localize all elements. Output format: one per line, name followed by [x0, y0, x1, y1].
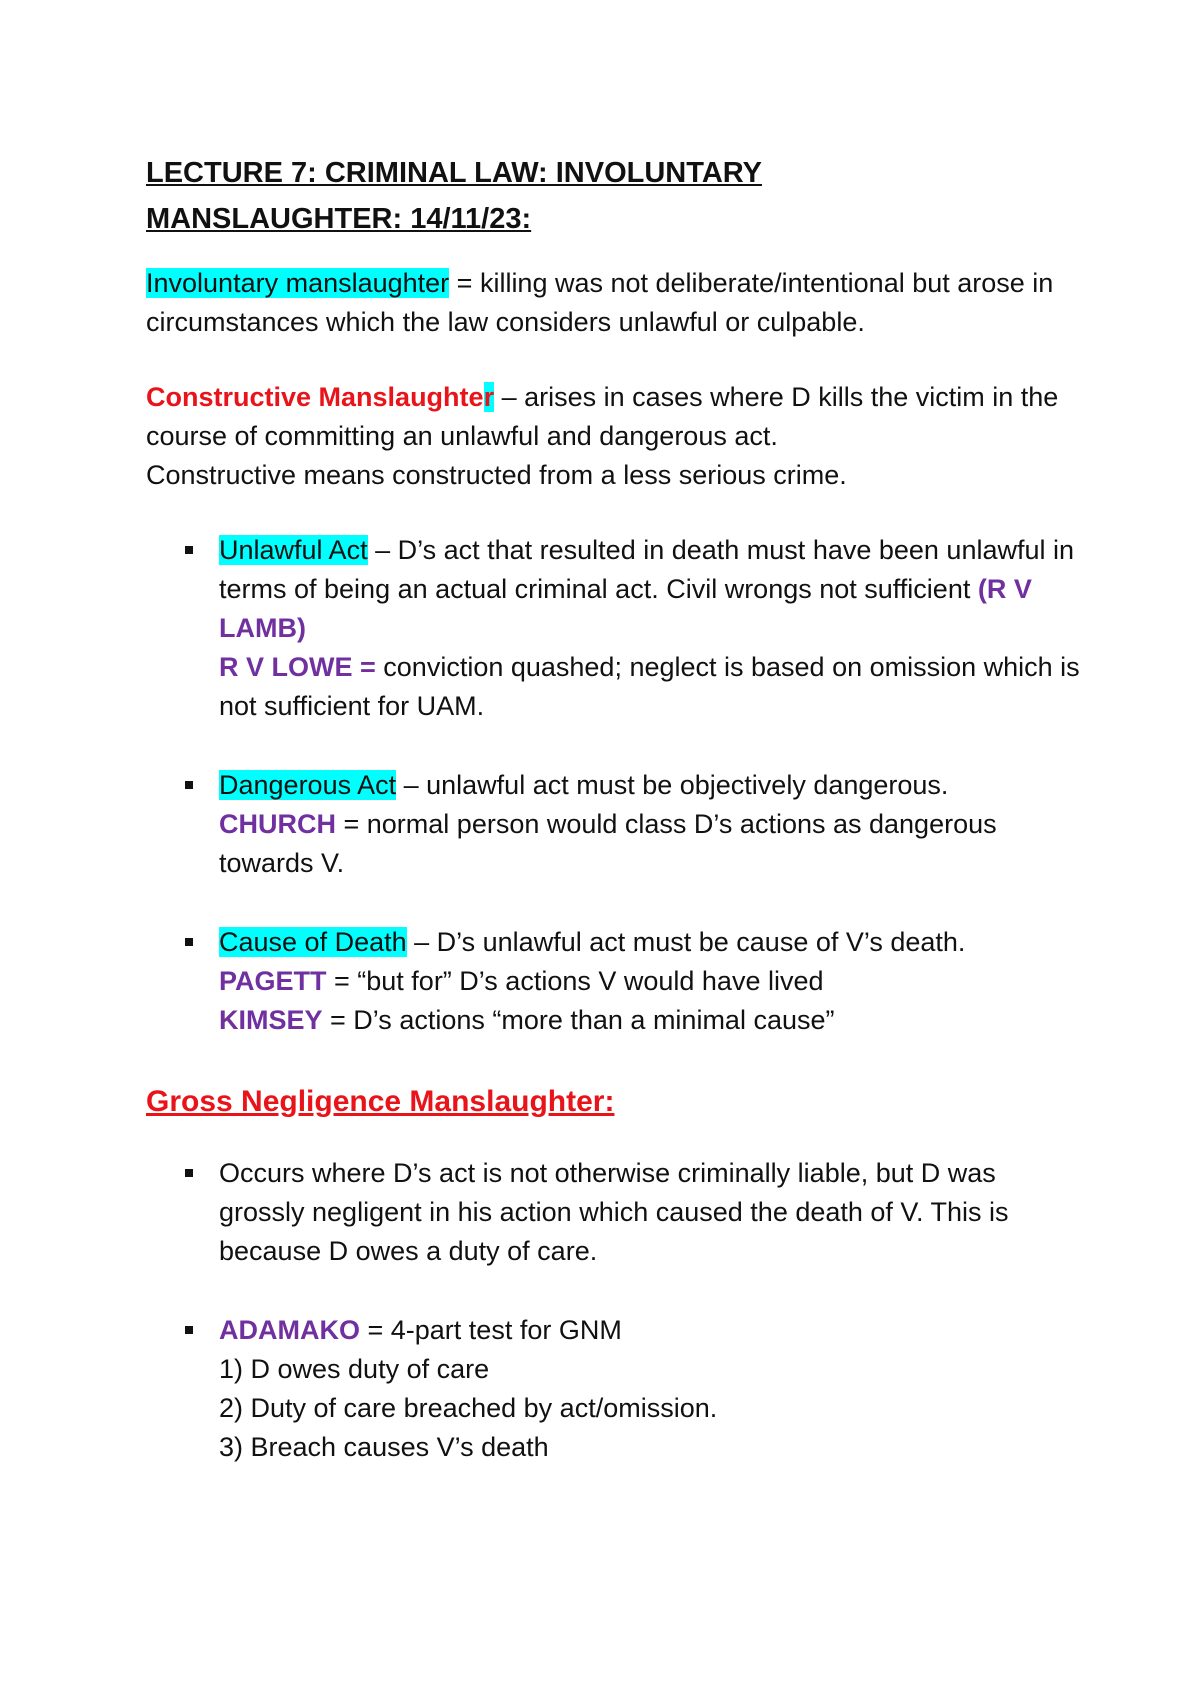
case-line-kimsey	[219, 1001, 1086, 1040]
involuntary-definition	[146, 264, 1086, 342]
square-bullet-icon	[185, 781, 193, 789]
case-r-v-lowe: R V LOWE =	[219, 652, 376, 682]
dangerous-act-text: – unlawful act must be objectively dangerous.	[396, 770, 949, 800]
constructive-term-tail: r	[483, 382, 495, 412]
gross-negligence-heading: Gross Negligence Manslaughter:	[146, 1085, 615, 1118]
list-item-cause-of-death	[146, 923, 1086, 1040]
list-item-gnm-definition	[146, 1154, 1086, 1271]
constructive-elements-list	[146, 531, 1086, 1040]
document-page	[146, 150, 1086, 1507]
case-pagett: PAGETT	[219, 966, 327, 996]
adamako-step: 3) Breach causes V’s death	[219, 1432, 549, 1462]
unlawful-act-text: – D’s act that resulted in death must have been unlawful in terms of being an actual criminal act. Civil wrongs not sufficient	[219, 535, 1075, 604]
lecture-title-line-1: LECTURE 7: CRIMINAL LAW: INVOLUNTARY	[146, 157, 762, 189]
lecture-title-line-2: MANSLAUGHTER: 14/11/23:	[146, 203, 532, 235]
case-r-v-lamb: (R V LAMB)	[219, 574, 1032, 643]
case-r-v-lowe-text: conviction quashed; neglect is based on omission which is not sufficient for UAM.	[219, 652, 1080, 721]
square-bullet-icon	[185, 546, 193, 554]
dangerous-act-term: Dangerous Act	[219, 770, 397, 800]
case-adamako-text: = 4-part test for GNM	[360, 1315, 622, 1345]
square-bullet-icon	[185, 1169, 193, 1177]
square-bullet-icon	[185, 1326, 193, 1334]
lecture-title	[146, 150, 1086, 242]
case-line-r-v-lowe	[219, 648, 1086, 726]
involuntary-text: = killing was not deliberate/intentional but arose in circumstances which the law considers unlawful or culpable.	[146, 268, 1054, 337]
list-item-dangerous-act	[146, 766, 1086, 883]
constructive-text: – arises in cases where D kills the victim in the course of committing an unlawful and dangerous act.	[146, 382, 1059, 451]
adamako-step: 1) D owes duty of care	[219, 1354, 490, 1384]
list-item-unlawful-act	[146, 531, 1086, 726]
case-kimsey-text: = D’s actions “more than a minimal cause”	[322, 1005, 835, 1035]
constructive-term: Constructive Manslaughte	[146, 382, 484, 412]
involuntary-term: Involuntary manslaughter	[146, 268, 450, 298]
case-line-pagett	[219, 962, 1086, 1001]
case-church: CHURCH	[219, 809, 336, 839]
constructive-text-2: Constructive means constructed from a less serious crime.	[146, 460, 847, 490]
list-item-adamako	[146, 1311, 1086, 1467]
unlawful-act-term: Unlawful Act	[219, 535, 368, 565]
square-bullet-icon	[185, 938, 193, 946]
cause-of-death-text: – D’s unlawful act must be cause of V’s death.	[406, 927, 966, 957]
adamako-step: 2) Duty of care breached by act/omission.	[219, 1393, 718, 1423]
gnm-definition-text: Occurs where D’s act is not otherwise criminally liable, but D was grossly negligent in his action which caused the death of V. This is because D owes a duty of care.	[219, 1158, 1009, 1266]
constructive-definition	[146, 378, 1086, 495]
case-kimsey: KIMSEY	[219, 1005, 323, 1035]
case-line-church	[219, 805, 1086, 883]
gross-negligence-list	[146, 1154, 1086, 1467]
case-adamako: ADAMAKO	[219, 1315, 360, 1345]
adamako-test-steps	[219, 1350, 1086, 1467]
cause-of-death-term: Cause of Death	[219, 927, 407, 957]
case-pagett-text: = “but for” D’s actions V would have lived	[326, 966, 824, 996]
case-church-text: = normal person would class D’s actions as dangerous towards V.	[219, 809, 997, 878]
